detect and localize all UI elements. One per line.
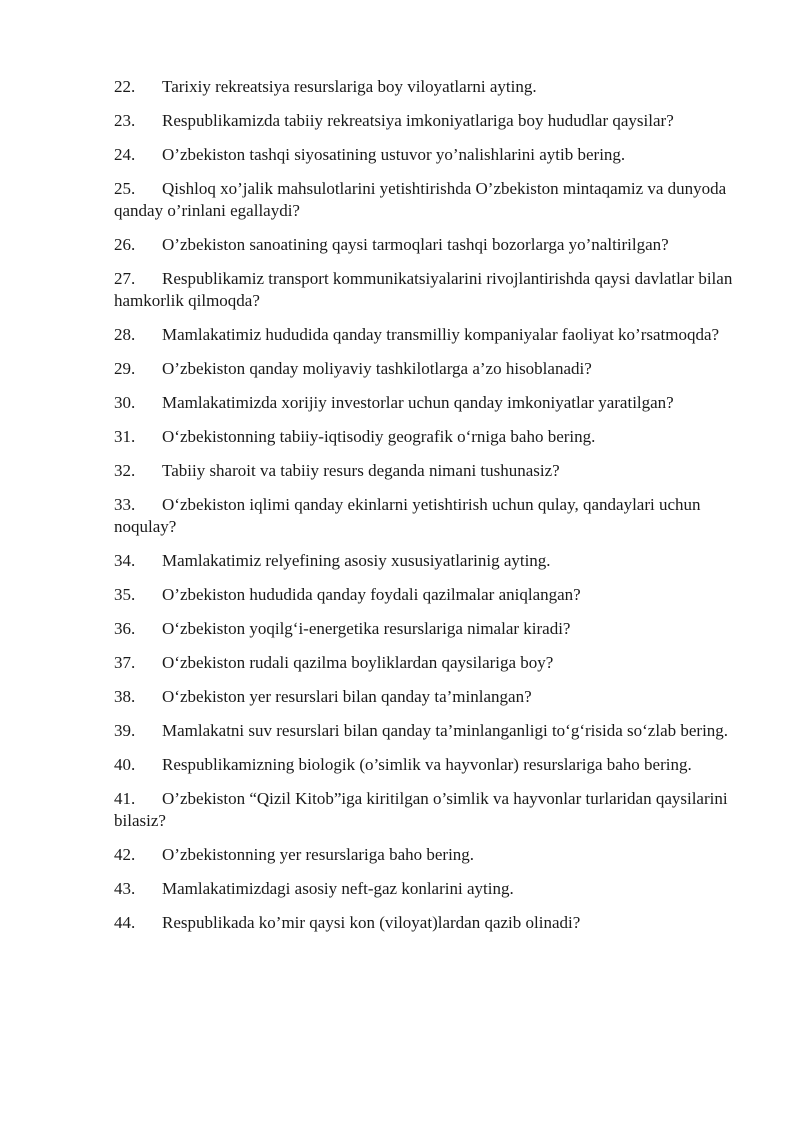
question-text: Qishloq xo’jalik mahsulotlarini yetishtirishda O’zbekiston mintaqamiz va dunyoda qanday o’rinlani egallaydi? [114, 179, 727, 220]
question-text: Respublikada ko’mir qaysi kon (viloyat)lardan qazib olinadi? [162, 913, 581, 932]
question-number: 31. [114, 427, 136, 446]
question-item [114, 686, 734, 708]
question-number: 43. [114, 879, 136, 898]
question-number: 22. [114, 77, 136, 96]
question-item [114, 358, 734, 380]
question-text: Respublikamizning biologik (o’simlik va hayvonlar) resurslariga baho bering. [162, 755, 692, 774]
question-number: 37. [114, 653, 136, 672]
question-text: O’zbekiston hududida qanday foydali qazilmalar aniqlangan? [162, 585, 581, 604]
question-item [114, 788, 734, 832]
question-number: 38. [114, 687, 136, 706]
question-number: 23. [114, 111, 136, 130]
question-text: O’zbekiston tashqi siyosatining ustuvor yo’nalishlarini aytib bering. [162, 145, 626, 164]
question-number: 41. [114, 789, 136, 808]
question-item [114, 878, 734, 900]
question-text: O’zbekiston sanoatining qaysi tarmoqlari tashqi bozorlarga yo’naltirilgan? [162, 235, 669, 254]
question-item [114, 234, 734, 256]
question-item [114, 754, 734, 776]
question-item [114, 912, 734, 934]
question-list [114, 76, 734, 946]
question-number: 44. [114, 913, 136, 932]
question-number: 32. [114, 461, 136, 480]
question-number: 24. [114, 145, 136, 164]
question-text: O’zbekiston “Qizil Kitob”iga kiritilgan o’simlik va hayvonlar turlaridan qaysilarini bilasiz? [114, 789, 728, 830]
question-item [114, 392, 734, 414]
question-number: 30. [114, 393, 136, 412]
question-item [114, 110, 734, 132]
question-item [114, 494, 734, 538]
question-text: O‘zbekistonning tabiiy-iqtisodiy geografik o‘rniga baho bering. [162, 427, 596, 446]
question-text: O‘zbekiston yoqilg‘i-energetika resurslariga nimalar kiradi? [162, 619, 571, 638]
question-number: 35. [114, 585, 136, 604]
question-number: 27. [114, 269, 136, 288]
question-text: Mamlakatni suv resurslari bilan qanday ta’minlanganligi to‘g‘risida so‘zlab bering. [162, 721, 729, 740]
question-number: 29. [114, 359, 136, 378]
question-item [114, 618, 734, 640]
question-number: 36. [114, 619, 136, 638]
question-number: 34. [114, 551, 136, 570]
question-text: Tabiiy sharoit va tabiiy resurs deganda nimani tushunasiz? [162, 461, 560, 480]
question-item [114, 144, 734, 166]
question-item [114, 460, 734, 482]
question-number: 39. [114, 721, 136, 740]
question-item [114, 426, 734, 448]
question-number: 26. [114, 235, 136, 254]
question-item [114, 324, 734, 346]
question-text: O’zbekiston qanday moliyaviy tashkilotlarga a’zo hisoblanadi? [162, 359, 592, 378]
question-text: Mamlakatimizda xorijiy investorlar uchun qanday imkoniyatlar yaratilgan? [162, 393, 674, 412]
question-item [114, 584, 734, 606]
question-item [114, 550, 734, 572]
question-number: 42. [114, 845, 136, 864]
question-number: 40. [114, 755, 136, 774]
question-text: Respublikamiz transport kommunikatsiyalarini rivojlantirishda qaysi davlatlar bilan hamkorlik qilmoqda? [114, 269, 733, 310]
question-text: O’zbekistonning yer resurslariga baho bering. [162, 845, 475, 864]
question-text: Tarixiy rekreatsiya resurslariga boy viloyatlarni ayting. [162, 77, 537, 96]
question-item [114, 178, 734, 222]
question-item [114, 720, 734, 742]
question-text: Respublikamizda tabiiy rekreatsiya imkoniyatlariga boy hududlar qaysilar? [162, 111, 674, 130]
question-number: 33. [114, 495, 136, 514]
question-text: Mamlakatimiz hududida qanday transmilliy kompaniyalar faoliyat ko’rsatmoqda? [162, 325, 720, 344]
question-text: O‘zbekiston rudali qazilma boyliklardan qaysilariga boy? [162, 653, 554, 672]
question-text: O‘zbekiston yer resurslari bilan qanday ta’minlangan? [162, 687, 532, 706]
question-item [114, 652, 734, 674]
question-number: 25. [114, 179, 136, 198]
question-text: O‘zbekiston iqlimi qanday ekinlarni yetishtirish uchun qulay, qandaylari uchun noqulay? [114, 495, 701, 536]
question-item [114, 268, 734, 312]
question-text: Mamlakatimiz relyefining asosiy xususiyatlarinig ayting. [162, 551, 551, 570]
question-item [114, 844, 734, 866]
question-text: Mamlakatimizdagi asosiy neft-gaz konlarini ayting. [162, 879, 514, 898]
question-item [114, 76, 734, 98]
question-number: 28. [114, 325, 136, 344]
